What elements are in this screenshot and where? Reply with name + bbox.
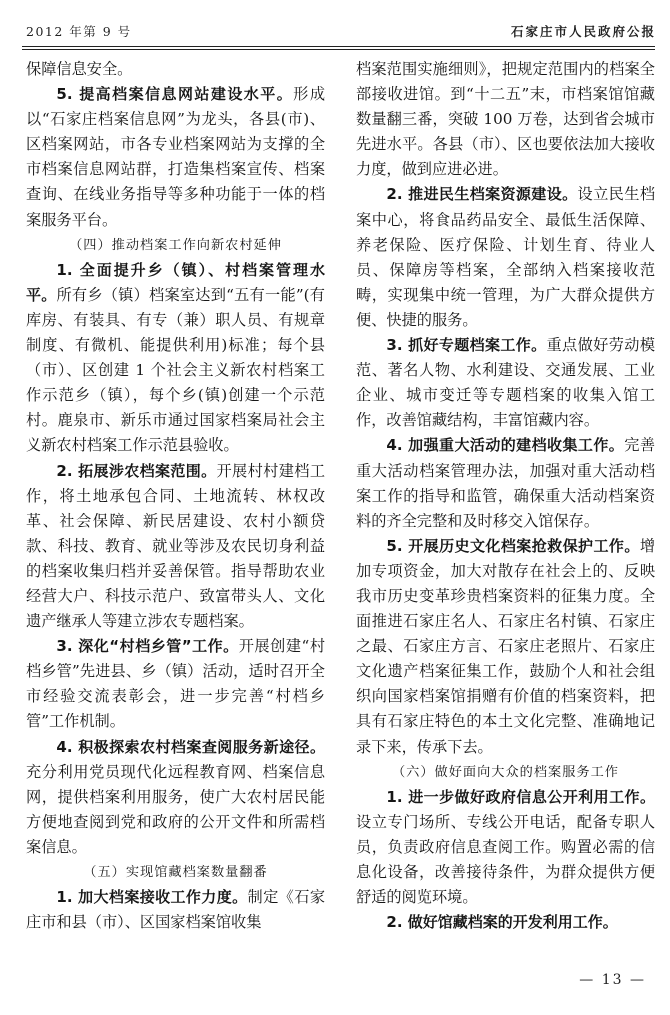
paragraph-heading: 2. 推进民生档案资源建设。: [386, 185, 578, 204]
paragraph-body: 设立专门场所、专线公开电话，配备专职人员，负责政府信息查阅工作。购置必需的信息化设备，改善接待条件，为群众提供方便舒适的阅览环境。: [356, 812, 655, 907]
paragraph-heading: 1. 全面提升乡（镇）、村档案管理水平。: [26, 260, 325, 304]
paragraph: [356, 534, 655, 760]
paragraph-body: 所有乡（镇）档案室达到“五有一能”(有库房、有装具、有专（兼）职人员、有规章制度、有微机、能提供利用)标准；每个县（市）、区创建 1 个社会主义新农村档案工作示范乡（镇），每个乡(镇)创建一个示范村。鹿泉市、新乐市通过国家档案局社会主义新农村档案工作示范县验收。: [26, 285, 325, 455]
paragraph-body: 设立民生档案中心，将食品药品安全、最低生活保障、养老保险、医疗保险、计划生育、待业人员、保障房等档案，全部纳入档案接收范畴，实现集中统一管理，为广大群众提供方便、快捷的服务。: [356, 185, 655, 329]
paragraph: [356, 433, 655, 533]
paragraph-heading: 2. 做好馆藏档案的开发利用工作。: [386, 913, 618, 932]
issue-label: 2012 年第 9 号: [26, 24, 132, 39]
paragraph-heading: 2. 拓展涉农档案范围。: [56, 461, 217, 480]
paragraph-heading: 5. 提高档案信息网站建设水平。: [56, 85, 294, 104]
paragraph-body: 形成以“石家庄档案信息网”为龙头，各县(市)、区档案网站，市各专业档案网站为支撑的全市档案信息网站群，打造集档案宣传、档案查询、在线业务指导等多种功能于一体的档案服务平台。: [26, 85, 326, 229]
paragraph-heading: 5. 开展历史文化档案抢救保护工作。: [386, 536, 640, 555]
paragraph-heading: 4. 积极探索农村档案查阅服务新途径。: [56, 737, 325, 756]
paragraph-heading: 1. 加大档案接收工作力度。: [56, 888, 248, 907]
paragraph: [26, 885, 325, 935]
paragraph-heading: 3. 深化“村档乡管”工作。: [56, 637, 239, 656]
paragraph: [356, 910, 655, 935]
paragraph-body: 增加专项资金，加大对散存在社会上的、反映我市历史变革珍贵档案资料的征集力度。全面推进石家庄名人、石家庄名村镇、石家庄之最、石家庄方言、石家庄老照片、石家庄文化遗产档案征集工作，鼓励个人和社会组织向国家档案馆捐赠有价值的档案资料，把具有石家庄特色的本土文化完整、准确地记录下来，传承下去。: [356, 536, 655, 756]
paragraph-heading: 1. 进一步做好政府信息公开利用工作。: [386, 787, 655, 806]
paragraph: [26, 459, 325, 635]
page-number: — 13 —: [579, 972, 646, 988]
right-column: [356, 57, 655, 935]
paragraph-body: 开展村村建档工作，将土地承包合同、土地流转、林权改革、社会保障、新民居建设、农村小额贷款、科技、教育、就业等涉及农民切身利益的档案收集归档并妥善保管。指导帮助农业经营大户、科技示范户、致富带头人、文化遗产继承人等建立涉农专题档案。: [26, 461, 326, 631]
paragraph: [26, 258, 325, 459]
paragraph-body: 重点做好劳动模范、著名人物、水利建设、交通发展、工业企业、城市变迁等专题档案的收集入馆工作，改善馆藏结构，丰富馆藏内容。: [356, 336, 656, 430]
paragraph: [26, 735, 325, 860]
section-subheading: （六）做好面向大众的档案服务工作: [392, 764, 619, 780]
left-column: [26, 57, 325, 935]
section-subheading: （四）推动档案工作向新农村延伸: [69, 237, 282, 253]
paragraph-heading: 3. 抓好专题档案工作。: [386, 336, 547, 355]
paragraph: [356, 182, 655, 333]
header-rule-top: [22, 46, 655, 47]
paragraph-body: 制定《石家庄市和县（市）、区国家档案馆收集: [26, 888, 325, 932]
paragraph-heading: 4. 加强重大活动的建档收集工作。: [386, 436, 625, 455]
header-rule-bottom: [22, 49, 655, 50]
continued-text: 档案范围实施细则》，把规定范围内的档案全部接收进馆。到“十二五”末，市档案馆馆藏数量翻三番，突破 100 万卷，达到省会城市先进水平。各县（市）、区也要依法加大接收力度，做到应进必进。: [356, 60, 655, 179]
paragraph-body: 完善重大活动档案管理办法，加强对重大活动档案工作的指导和监管，确保重大活动档案资料的齐全完整和及时移交入馆保存。: [356, 436, 656, 530]
paragraph: [26, 82, 325, 233]
paragraph-body: 开展创建“村档乡管”先进县、乡（镇）活动，适时召开全市经验交流表彰会，进一步完善“村档乡管”工作机制。: [26, 637, 326, 731]
paragraph: [356, 785, 655, 910]
publication-title: 石家庄市人民政府公报: [510, 24, 656, 39]
continued-text: 保障信息安全。: [26, 60, 133, 78]
paragraph: [26, 634, 325, 734]
section-subheading: （五）实现馆藏档案数量翻番: [83, 865, 268, 880]
paragraph-body: 充分利用党员现代化远程教育网、档案信息网，提供档案利用服务，使广大农村居民能方便地查阅到党和政府的公开文件和所需档案信息。: [26, 762, 325, 856]
paragraph: [356, 333, 655, 433]
